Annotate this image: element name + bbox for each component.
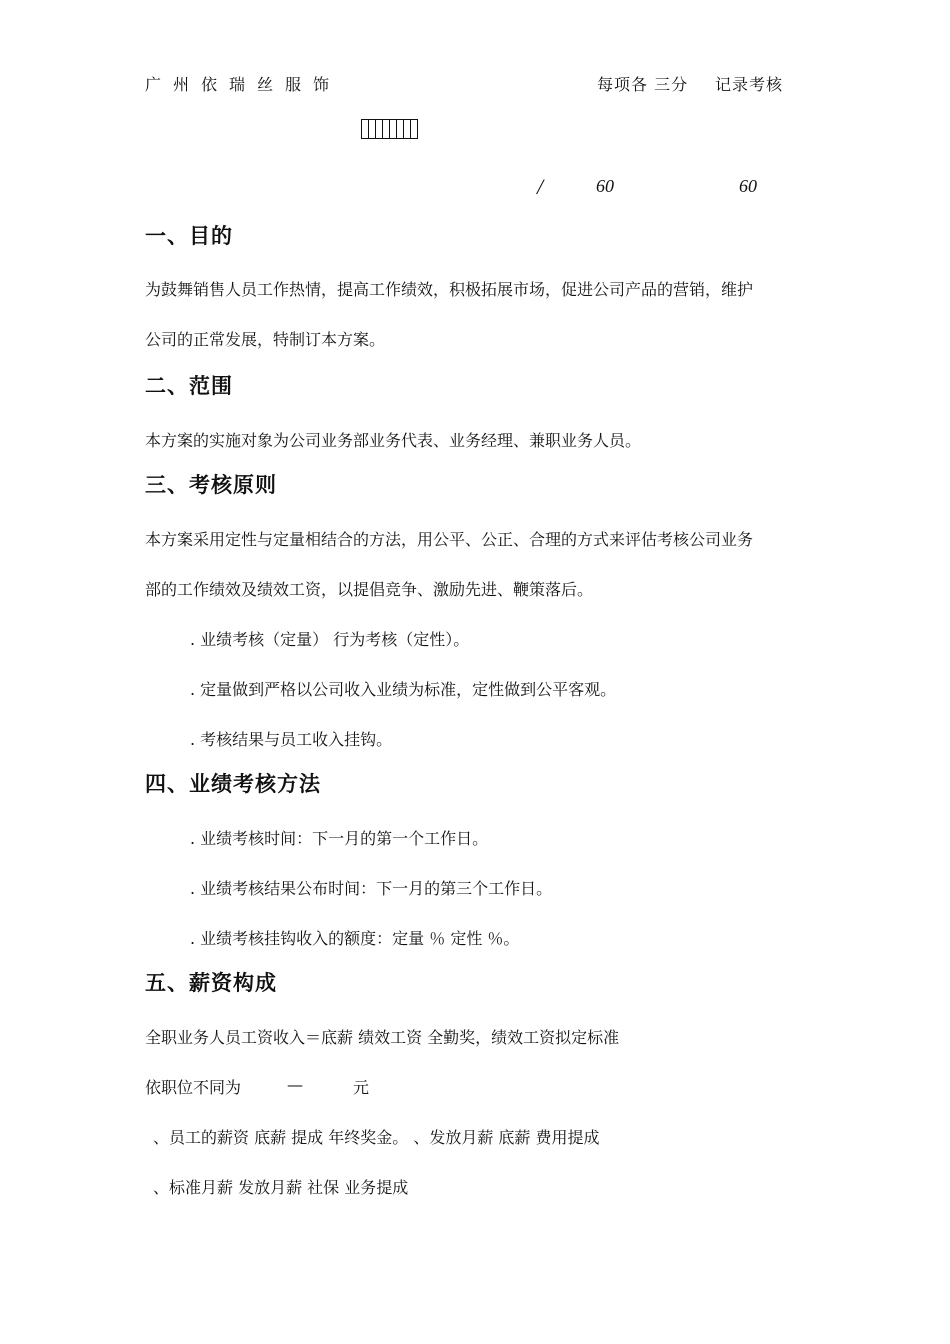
- score-left: 60: [596, 176, 614, 196]
- section-title-salary: 五、薪资构成: [145, 970, 277, 995]
- currency-unit: 元: [353, 1078, 370, 1097]
- paragraph-line: 依职位不同为: [145, 1078, 242, 1097]
- paragraph-line: 本方案的实施对象为公司业务部业务代表、业务经理、兼职业务人员。: [145, 431, 642, 450]
- section-title-principles: 三、考核原则: [145, 472, 277, 497]
- checkbox-row-icon: [361, 119, 418, 142]
- paragraph-line: 全职业务人员工资收入＝底薪 绩效工资 全勤奖，绩效工资拟定标准: [145, 1028, 620, 1047]
- company-name: 广州依瑞丝服饰: [145, 75, 342, 94]
- slash-mark: /: [537, 174, 544, 199]
- score-right: 60: [739, 176, 757, 196]
- record-note: 记录考核: [715, 75, 784, 94]
- list-item: . 业绩考核（定量） 行为考核（定性）。: [190, 630, 470, 649]
- list-item: . 业绩考核时间：下一月的第一个工作日。: [190, 829, 489, 848]
- list-item: . 业绩考核结果公布时间：下一月的第三个工作日。: [190, 879, 553, 898]
- paragraph-line: 部的工作绩效及绩效工资，以提倡竞争、激励先进、鞭策落后。: [145, 580, 594, 599]
- paragraph-line: 本方案采用定性与定量相结合的方法，用公平、公正、合理的方式来评估考核公司业务: [145, 530, 754, 549]
- paragraph-line: 为鼓舞销售人员工作热情，提高工作绩效，积极拓展市场，促进公司产品的营销，维护: [145, 280, 754, 299]
- section-title-method: 四、业绩考核方法: [145, 771, 321, 796]
- list-item: . 定量做到严格以公司收入业绩为标准，定性做到公平客观。: [190, 680, 617, 699]
- list-item: . 业绩考核挂钩收入的额度：定量 ％ 定性 ％。: [190, 929, 520, 948]
- section-title-scope: 二、范围: [145, 373, 233, 398]
- list-item: . 考核结果与员工收入挂钩。: [190, 730, 393, 749]
- range-dash: —: [287, 1075, 303, 1094]
- section-title-purpose: 一、目的: [145, 223, 233, 248]
- score-note: 每项各 三分: [597, 75, 689, 94]
- paragraph-line: 、标准月薪 发放月薪 社保 业务提成: [153, 1178, 409, 1197]
- paragraph-line: 公司的正常发展，特制订本方案。: [145, 330, 386, 349]
- paragraph-line: 、员工的薪资 底薪 提成 年终奖金。 、发放月薪 底薪 费用提成: [153, 1128, 600, 1147]
